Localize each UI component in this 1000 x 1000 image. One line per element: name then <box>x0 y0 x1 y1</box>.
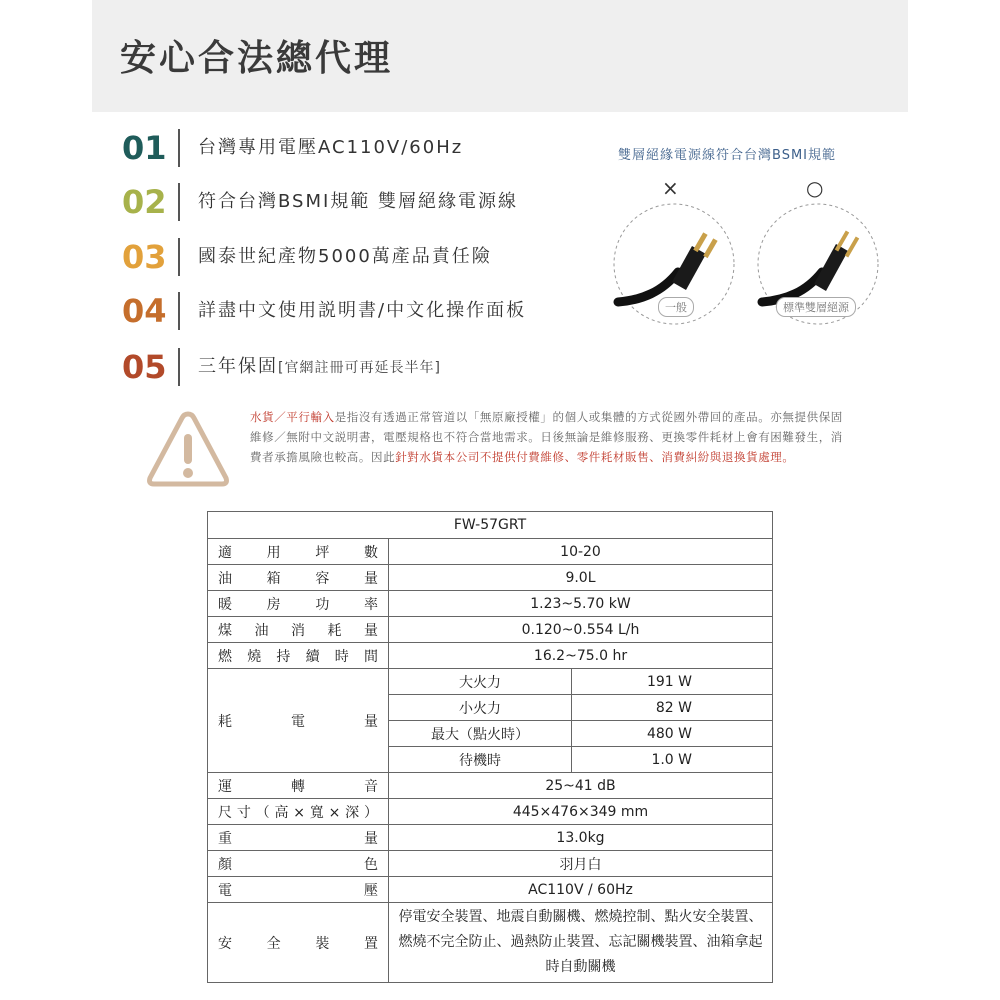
feature-note: [官網註冊可再延長半年] <box>278 360 441 376</box>
feature-number: 03 <box>122 238 167 276</box>
divider <box>178 129 180 167</box>
table-row <box>208 539 773 565</box>
power-value: 191 W <box>572 669 773 695</box>
cord-caption: 雙層絕緣電源線符合台灣BSMI規範 <box>618 148 836 163</box>
table-row <box>208 773 773 799</box>
feature-number: 05 <box>122 348 167 386</box>
spec-label: 耗電量 <box>208 669 389 773</box>
spec-label: 尺寸（高×寬×深） <box>208 799 389 825</box>
feature-text: 符合台灣BSMI規範 雙層絕緣電源線 <box>198 191 519 212</box>
notice-body: 是指沒有透過正常管道以「無原廠授權」的個人或集體的方式從國外帶回的產品。亦無提供保固維修／無附中文説明書，電壓規格也不符合當地需求。日後無論是維修服務、更換零件耗材上會有困難發生，消費者承擔風險也較高。因此 <box>250 410 843 464</box>
feature-number: 04 <box>122 292 167 330</box>
power-mode: 待機時 <box>389 747 572 773</box>
parallel-import-notice <box>250 407 850 467</box>
power-value: 480 W <box>572 721 773 747</box>
power-mode: 小火力 <box>389 695 572 721</box>
feature-text: 國泰世紀產物5000萬產品責任險 <box>198 246 492 267</box>
spec-label: 運轉音 <box>208 773 389 799</box>
circle-icon: ○ <box>806 176 824 200</box>
table-row <box>208 851 773 877</box>
table-row <box>208 591 773 617</box>
spec-table <box>207 511 773 983</box>
divider <box>178 183 180 221</box>
spec-value: 25~41 dB <box>389 773 773 799</box>
cross-icon: × <box>662 176 679 200</box>
notice-emphasis: 針對水貨本公司不提供付費維修、零件耗材販售、消費糾紛與退換貨處理。 <box>395 450 795 464</box>
feature-text: 台灣專用電壓AC110V/60Hz <box>198 137 464 158</box>
table-row <box>208 799 773 825</box>
table-row <box>208 903 773 983</box>
power-value: 1.0 W <box>572 747 773 773</box>
spec-label: 電壓 <box>208 877 389 903</box>
feature-text-main: 三年保固 <box>198 356 278 377</box>
spec-value: 13.0kg <box>389 825 773 851</box>
spec-value: AC110V / 60Hz <box>389 877 773 903</box>
spec-label: 燃燒持續時間 <box>208 643 389 669</box>
table-row <box>208 512 773 539</box>
table-row <box>208 643 773 669</box>
spec-label: 暖房功率 <box>208 591 389 617</box>
notice-lead: 水貨／平行輸入 <box>250 410 335 424</box>
spec-label: 安全裝置 <box>208 903 389 983</box>
spec-label: 煤油消耗量 <box>208 617 389 643</box>
spec-label: 重量 <box>208 825 389 851</box>
spec-label: 顏色 <box>208 851 389 877</box>
model-name: FW-57GRT <box>208 512 773 539</box>
spec-value: 10-20 <box>389 539 773 565</box>
feature-text: 詳盡中文使用説明書/中文化操作面板 <box>198 300 527 321</box>
divider <box>178 348 180 386</box>
spec-value: 445×476×349 mm <box>389 799 773 825</box>
table-row <box>208 825 773 851</box>
table-row <box>208 877 773 903</box>
feature-number: 01 <box>122 129 167 167</box>
spec-value: 1.23~5.70 kW <box>389 591 773 617</box>
spec-label: 油箱容量 <box>208 565 389 591</box>
spec-value: 羽月白 <box>389 851 773 877</box>
spec-label: 適用坪數 <box>208 539 389 565</box>
header-banner <box>92 0 908 112</box>
power-value: 82 W <box>572 695 773 721</box>
warning-icon <box>146 408 230 490</box>
spec-value: 停電安全裝置、地震自動關機、燃燒控制、點火安全裝置、燃燒不完全防止、過熱防止裝置、忘記關機裝置、油箱拿起時自動關機 <box>389 903 773 983</box>
feature-number: 02 <box>122 183 167 221</box>
table-row <box>208 669 773 695</box>
power-mode: 最大（點火時） <box>389 721 572 747</box>
table-row <box>208 565 773 591</box>
cord-label-double: 標準雙層絕源 <box>776 297 856 317</box>
divider <box>178 292 180 330</box>
spec-value: 0.120~0.554 L/h <box>389 617 773 643</box>
page-title: 安心合法總代理 <box>120 37 394 79</box>
table-row <box>208 617 773 643</box>
feature-text <box>198 342 441 393</box>
divider <box>178 238 180 276</box>
cord-label-standard: 一般 <box>658 297 694 317</box>
spec-value: 16.2~75.0 hr <box>389 643 773 669</box>
spec-value: 9.0L <box>389 565 773 591</box>
power-mode: 大火力 <box>389 669 572 695</box>
